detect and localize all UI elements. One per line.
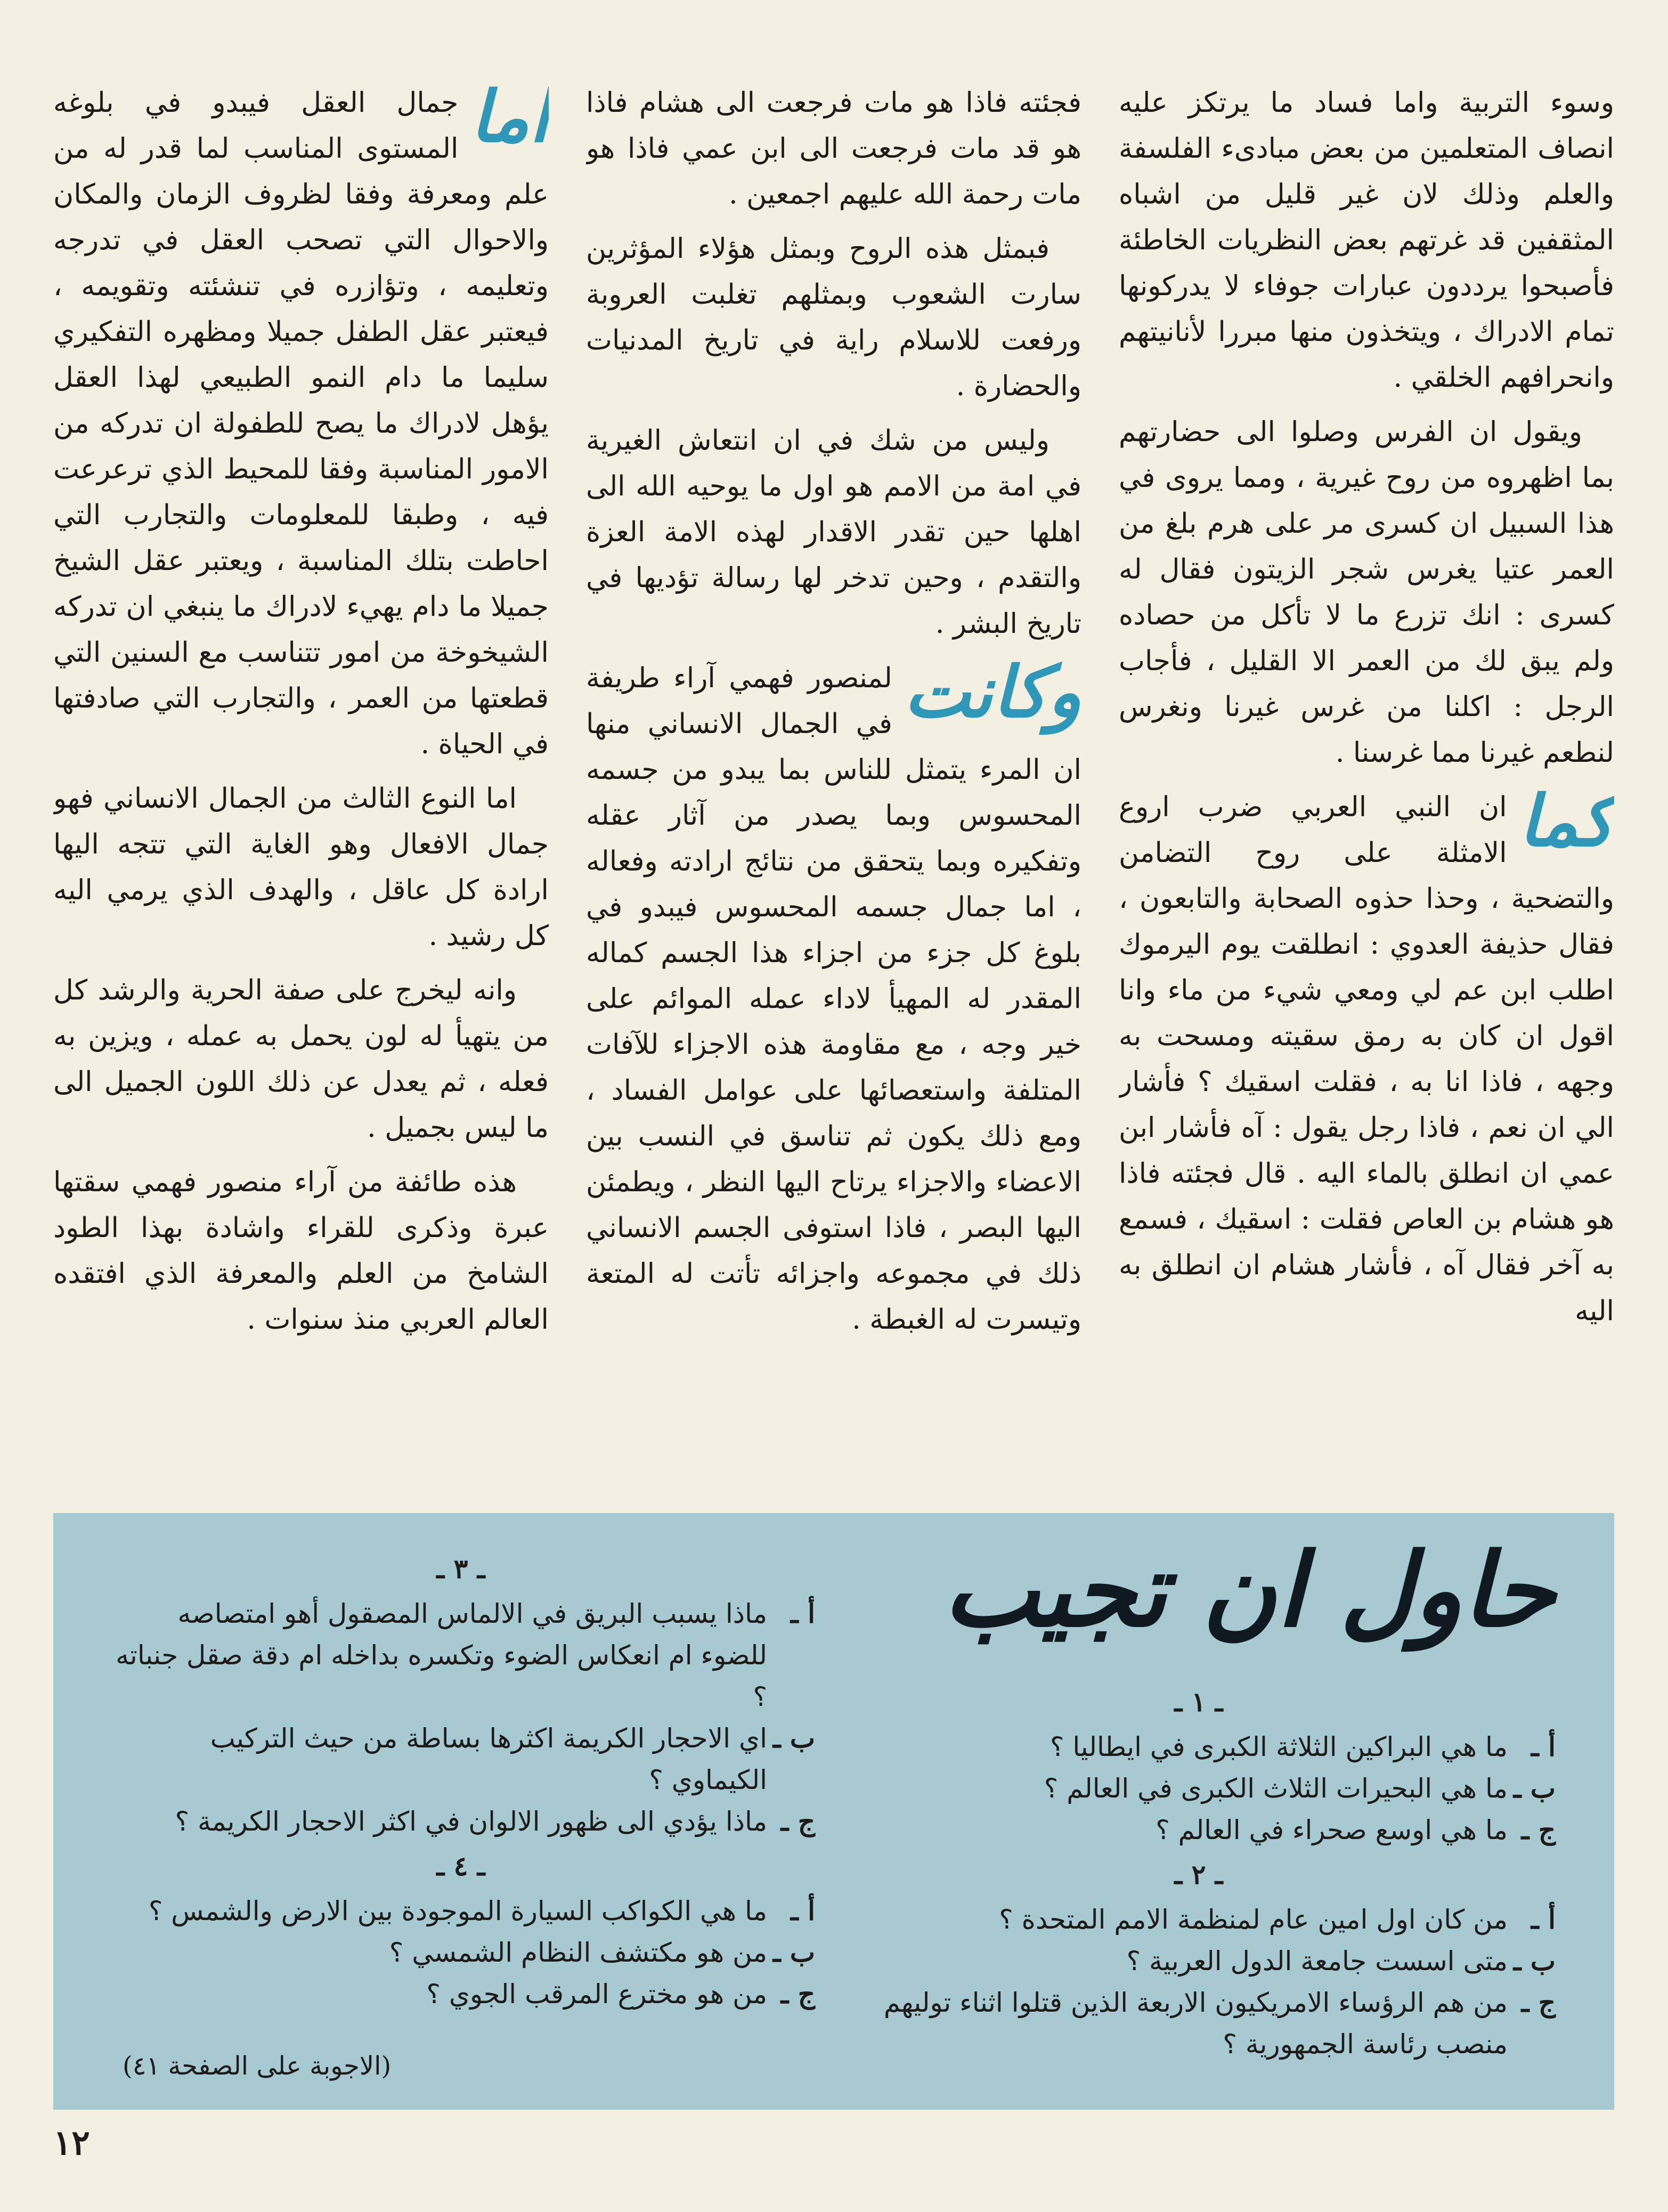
question <box>842 1726 1556 1768</box>
question <box>107 1973 815 2015</box>
quiz-column-left <box>107 1545 815 2015</box>
paragraph <box>586 651 1081 1343</box>
question-text: من هو مكتشف النظام الشمسي ؟ <box>389 1937 767 1968</box>
question-letter: أ ـ <box>791 1895 815 1926</box>
question <box>842 1899 1556 1940</box>
question-text: ما هي البراكين الثلاثة الكبرى في ايطاليا ؟ <box>1049 1731 1508 1762</box>
quiz-box <box>53 1513 1614 2110</box>
article-columns <box>53 80 1614 1486</box>
question <box>107 1718 815 1801</box>
section-number: ـ ٣ ـ <box>436 1553 485 1584</box>
paragraph: وسوء التربية واما فساد ما يرتكز عليه انصاف المتعلمين من بعض مبادىء الفلسفة والعلم وذلك لان غير قليل من اشباه المثقفين قد غرتهم بعض النظريات الخاطئة فأصبحوا يرددون عبارات جوفاء لا يدركونها تمام الادراك ، ويتخذون منها مبررا لأنانيتهم وانحرافهم الخلقي . <box>1119 87 1614 394</box>
paragraph: وانه ليخرج على صفة الحرية والرشد كل من يتهيأ له لون يحمل به عمله ، ويزين به فعله ، ثم يعدل عن ذلك اللون الجميل الى ما ليس بجميل . <box>53 974 549 1144</box>
paragraph <box>53 80 549 767</box>
column-2 <box>586 80 1081 1486</box>
question-letter: ب ـ <box>1513 1772 1556 1804</box>
decorative-initial-word: وكانت <box>904 651 1081 734</box>
section-number: ـ ٢ ـ <box>1174 1859 1223 1890</box>
question-letter: أ ـ <box>1531 1731 1556 1762</box>
question-text: من هم الرؤساء الامريكيون الاربعة الذين قتلوا اثناء توليهم منصب رئاسة الجمهورية ؟ <box>883 1987 1508 2060</box>
question-text: ماذا يؤدي الى ظهور الالوان في اكثر الاحجار الكريمة ؟ <box>175 1806 767 1837</box>
question-text: ما هي البحيرات الثلاث الكبرى في العالم ؟ <box>1044 1773 1508 1804</box>
question <box>842 1768 1556 1809</box>
question <box>107 1801 815 1842</box>
question-letter: أ ـ <box>791 1598 815 1629</box>
question <box>107 1932 815 1973</box>
decorative-initial-word: كما <box>1518 780 1614 863</box>
paragraph-text: لمنصور فهمي آراء طريفة في الجمال الانساني منها ان المرء يتمثل للناس بما يبدو من جسمه المحسوس وبما يصدر من آثار عقله وتفكيره وبما يتحقق من نتائج ارادته وفعاله ، اما جمال جسمه المحسوس فيبدو في بلوغ كل جزء من اجزاء هذا الجسم كماله المقدر له المهيأ لاداء عمله الموائم على خير وجه ، مع مقاومة هذه الاجزاء للآفات المتلفة واستعصائها على عوامل الفساد ، ومع ذلك يكون ثم تناسق في النسب بين الاعضاء والاجزاء يرتاح اليها النظر ، ويطمئن اليها البصر ، فاذا استوفى الجسم الانساني ذلك في مجموعه واجزائه تأتت له المتعة وتيسرت له الغبطة . <box>586 662 1081 1336</box>
question-letter: ب ـ <box>1513 1945 1556 1977</box>
section-number: ـ ٤ ـ <box>436 1850 485 1882</box>
quiz-column-right <box>842 1678 1556 2065</box>
quiz-title: حاول ان تجيب <box>943 1531 1556 1649</box>
question-text: من كان اول امين عام لمنظمة الامم المتحدة ؟ <box>999 1904 1508 1935</box>
question-text: ماذا يسبب البريق في الالماس المصقول أهو امتصاصه للضوء ام انعكاس الضوء وتكسره بداخله ام دقة صقل جنباته ؟ <box>116 1598 767 1712</box>
question-letter: ج ـ <box>1521 1987 1556 2018</box>
question <box>107 1593 815 1718</box>
question-letter: ج ـ <box>1521 1814 1556 1845</box>
paragraph-text: ان النبي العربي ضرب اروع الامثلة على روح التضامن والتضحية ، وحذا حذوه الصحابة والتابعون ، فقال حذيفة العدوي : انطلقت يوم اليرموك اطلب ابن عم لي ومعي شيء من ماء وانا اقول ان كان به رمق سقيته ومسحت به وجهه ، فاذا انا به ، فقلت اسقيك ؟ فأشار الي ان نعم ، فاذا رجل يقول : آه فأشار ابن عمي ان انطلق بالماء اليه . قال فجئته فاذا هو هشام بن العاص فقلت : اسقيك ، فسمع به آخر فقال آه ، فأشار هشام ان انطلق به اليه <box>1119 791 1614 1327</box>
paragraph-text: جمال العقل فيبدو في بلوغه المستوى المناسب لما قدر له من علم ومعرفة وفقا لظروف الزمان والمكان والاحوال التي تصحب العقل في تدرجه وتعليمه ، وتؤازره في تنشئته وتقويمه ، فيعتبر عقل الطفل جميلا ومظهره التفكيري سليما ما دام النمو الطبيعي لهذا العقل يؤهل لادراك ما يصح للطفولة ان تدركه من الامور المناسبة وفقا للمحيط الذي ترعرعت فيه ، وطبقا للمعلومات والتجارب التي احاطت بتلك المناسبة ، ويعتبر عقل الشيخ جميلا ما دام يهيء لادراك ما ينبغي ان تدركه الشيخوخة من امور تتناسب مع السنين التي قطعتها من العمر ، والتجارب التي صادفتها في الحياة . <box>53 87 549 760</box>
paragraph: اما النوع الثالث من الجمال الانساني فهو جمال الافعال وهو الغاية التي تتجه اليها ارادة كل عاقل ، والهدف الذي يرمي اليه كل رشيد . <box>53 783 549 952</box>
decorative-initial-word: اما <box>470 80 549 158</box>
paragraph: فبمثل هذه الروح وبمثل هؤلاء المؤثرين سارت الشعوب وبمثلهم تغلبت العروبة ورفعت للاسلام راية في تاريخ المدنيات والحضارة . <box>586 233 1081 402</box>
question <box>842 1809 1556 1851</box>
column-3 <box>53 80 549 1486</box>
paragraph <box>1119 780 1614 1334</box>
question-letter: ج ـ <box>780 1806 815 1837</box>
question-text: متى اسست جامعة الدول العربية ؟ <box>1126 1946 1508 1977</box>
column-1 <box>1119 80 1614 1486</box>
question <box>107 1890 815 1932</box>
question-text: اي الاحجار الكريمة اكثرها بساطة من حيث التركيب الكيماوي ؟ <box>210 1723 767 1795</box>
section-number: ـ ١ ـ <box>1174 1686 1223 1718</box>
paragraph: فجئته فاذا هو مات فرجعت الى هشام فاذا هو قد مات فرجعت الى ابن عمي فاذا هو مات رحمة الله عليهم اجمعين . <box>586 87 1081 210</box>
page-number: ١٢ <box>53 2123 90 2163</box>
paragraph: هذه طائفة من آراء منصور فهمي سقتها عبرة وذكرى للقراء واشادة بهذا الطود الشامخ من العلم والمعرفة الذي افتقده العالم العربي منذ سنوات . <box>53 1166 549 1336</box>
paragraph: ويقول ان الفرس وصلوا الى حضارتهم بما اظهروه من روح غيرية ، ومما يروى في هذا السبيل ان كسرى مر على هرم بلغ من العمر عتيا يغرس شجر الزيتون فقال له كسرى : انك تزرع ما لا تأكل من حصاده ولم يبق لك من العمر الا القليل ، فأجاب الرجل : اكلنا من غرس غيرنا ونغرس لنطعم غيرنا مما غرسنا . <box>1119 416 1614 769</box>
question-text: ما هي الكواكب السيارة الموجودة بين الارض والشمس ؟ <box>148 1896 767 1926</box>
question-text: ما هي اوسع صحراء في العالم ؟ <box>1156 1815 1508 1845</box>
question <box>842 1982 1556 2065</box>
question-letter: ب ـ <box>772 1937 815 1968</box>
question-text: من هو مخترع المرقب الجوي ؟ <box>426 1979 767 2010</box>
question-letter: أ ـ <box>1531 1904 1556 1935</box>
question-letter: ب ـ <box>772 1722 815 1754</box>
question <box>842 1940 1556 1982</box>
answers-note: (الاجوبة على الصفحة ٤١) <box>123 2051 392 2081</box>
question-letter: ج ـ <box>780 1978 815 2010</box>
paragraph: وليس من شك في ان انتعاش الغيرية في امة من الامم هو اول ما يوحيه الله الى اهلها حين تقدر الاقدار لهذه الامة العزة والتقدم ، وحين تدخر لها رسالة تؤديها في تاريخ البشر . <box>586 425 1081 640</box>
